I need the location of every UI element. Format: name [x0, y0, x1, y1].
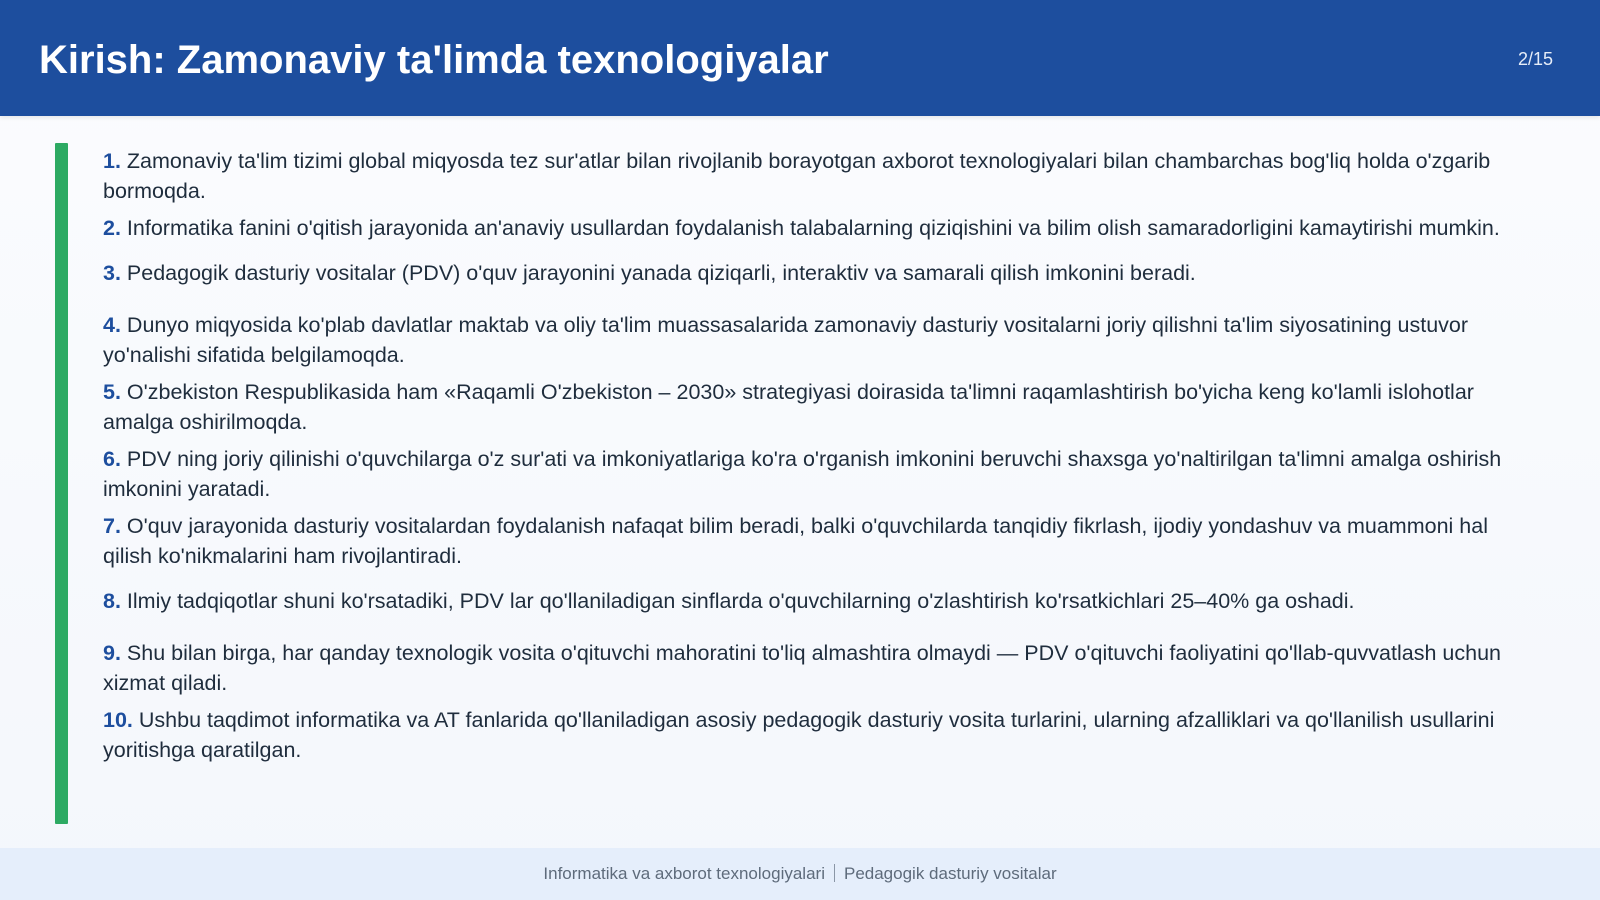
item-number: 3. — [103, 261, 121, 285]
list-item — [103, 638, 1523, 698]
list-item — [103, 586, 1523, 616]
item-text: Shu bilan birga, har qanday texnologik vosita o'qituvchi mahoratini to'liq almashtira olmaydi — PDV o'qituvchi faoliyatini qo'llab-quvvatlash uchun xizmat qiladi. — [103, 641, 1501, 695]
list-item — [103, 213, 1523, 243]
item-text: Dunyo miqyosida ko'plab davlatlar maktab va oliy ta'lim muassasalarida zamonaviy dasturiy vositalarni joriy qilishni ta'lim siyosatining ustuvor yo'nalishi sifatida belgilamoqda. — [103, 313, 1469, 367]
item-number: 8. — [103, 589, 121, 613]
list-item — [103, 310, 1523, 370]
header-bar — [0, 0, 1600, 116]
list-item — [103, 444, 1523, 504]
list-item — [103, 705, 1523, 765]
list-item — [103, 258, 1523, 288]
slide-title: Kirish: Zamonaviy ta'limda texnologiyalar — [39, 38, 829, 82]
footer-caption — [543, 863, 1056, 885]
item-text: Ilmiy tadqiqotlar shuni ko'rsatadiki, PDV lar qo'llaniladigan sinflarda o'quvchilarning o'zlashtirish ko'rsatkichlari 25–40% ga oshadi. — [126, 589, 1355, 613]
item-number: 7. — [103, 514, 121, 538]
item-text: Informatika fanini o'qitish jarayonida an'anaviy usullardan foydalanish talabalarning qiziqishini va bilim olish samaradorligini kamaytirishi mumkin. — [126, 216, 1500, 240]
item-number: 9. — [103, 641, 121, 665]
item-number: 6. — [103, 447, 121, 471]
points-list — [103, 146, 1523, 772]
item-text: PDV ning joriy qilinishi o'quvchilarga o'z sur'ati va imkoniyatlariga ko'ra o'rganish imkonini beruvchi shaxsga yo'naltirilgan ta'limni amalga oshirish imkonini yaratadi. — [103, 447, 1502, 501]
list-item — [103, 146, 1523, 206]
item-text: O'quv jarayonida dasturiy vositalardan foydalanish nafaqat bilim beradi, balki o'quvchilarda tanqidiy fikrlash, ijodiy yondashuv va muammoni hal qilish ko'nikmalarini ham rivojlantiradi. — [103, 514, 1488, 568]
list-item — [103, 511, 1523, 571]
item-text: Zamonaviy ta'lim tizimi global miqyosda tez sur'atlar bilan rivojlanib borayotgan axborot texnologiyalari bilan chambarchas bog'liq holda o'zgarib bormoqda. — [103, 149, 1491, 203]
footer-divider — [834, 864, 835, 882]
footer-course-name: Informatika va axborot texnologiyalari — [543, 864, 825, 883]
page-counter: 2/15 — [1517, 49, 1553, 69]
list-item — [103, 377, 1523, 437]
item-number: 4. — [103, 313, 121, 337]
item-text: Pedagogik dasturiy vositalar (PDV) o'quv jarayonini yanada qiziqarli, interaktiv va samarali qilish imkonini beradi. — [126, 261, 1196, 285]
footer-bar — [0, 848, 1600, 900]
footer-topic-name: Pedagogik dasturiy vositalar — [843, 864, 1057, 883]
item-number: 1. — [103, 149, 121, 173]
item-text: Ushbu taqdimot informatika va AT fanlarida qo'llaniladigan asosiy pedagogik dasturiy vosita turlarini, ularning afzalliklari va qo'llanilish usullarini yoritishga qaratilgan. — [103, 708, 1495, 762]
item-text: O'zbekiston Respublikasida ham «Raqamli O'zbekiston – 2030» strategiyasi doirasida ta'limni raqamlashtirish bo'yicha keng ko'lamli islohotlar amalga oshirilmoqda. — [103, 380, 1474, 434]
item-number: 2. — [103, 216, 121, 240]
item-number: 5. — [103, 380, 121, 404]
accent-bar — [55, 143, 68, 824]
item-number: 10. — [103, 708, 133, 732]
